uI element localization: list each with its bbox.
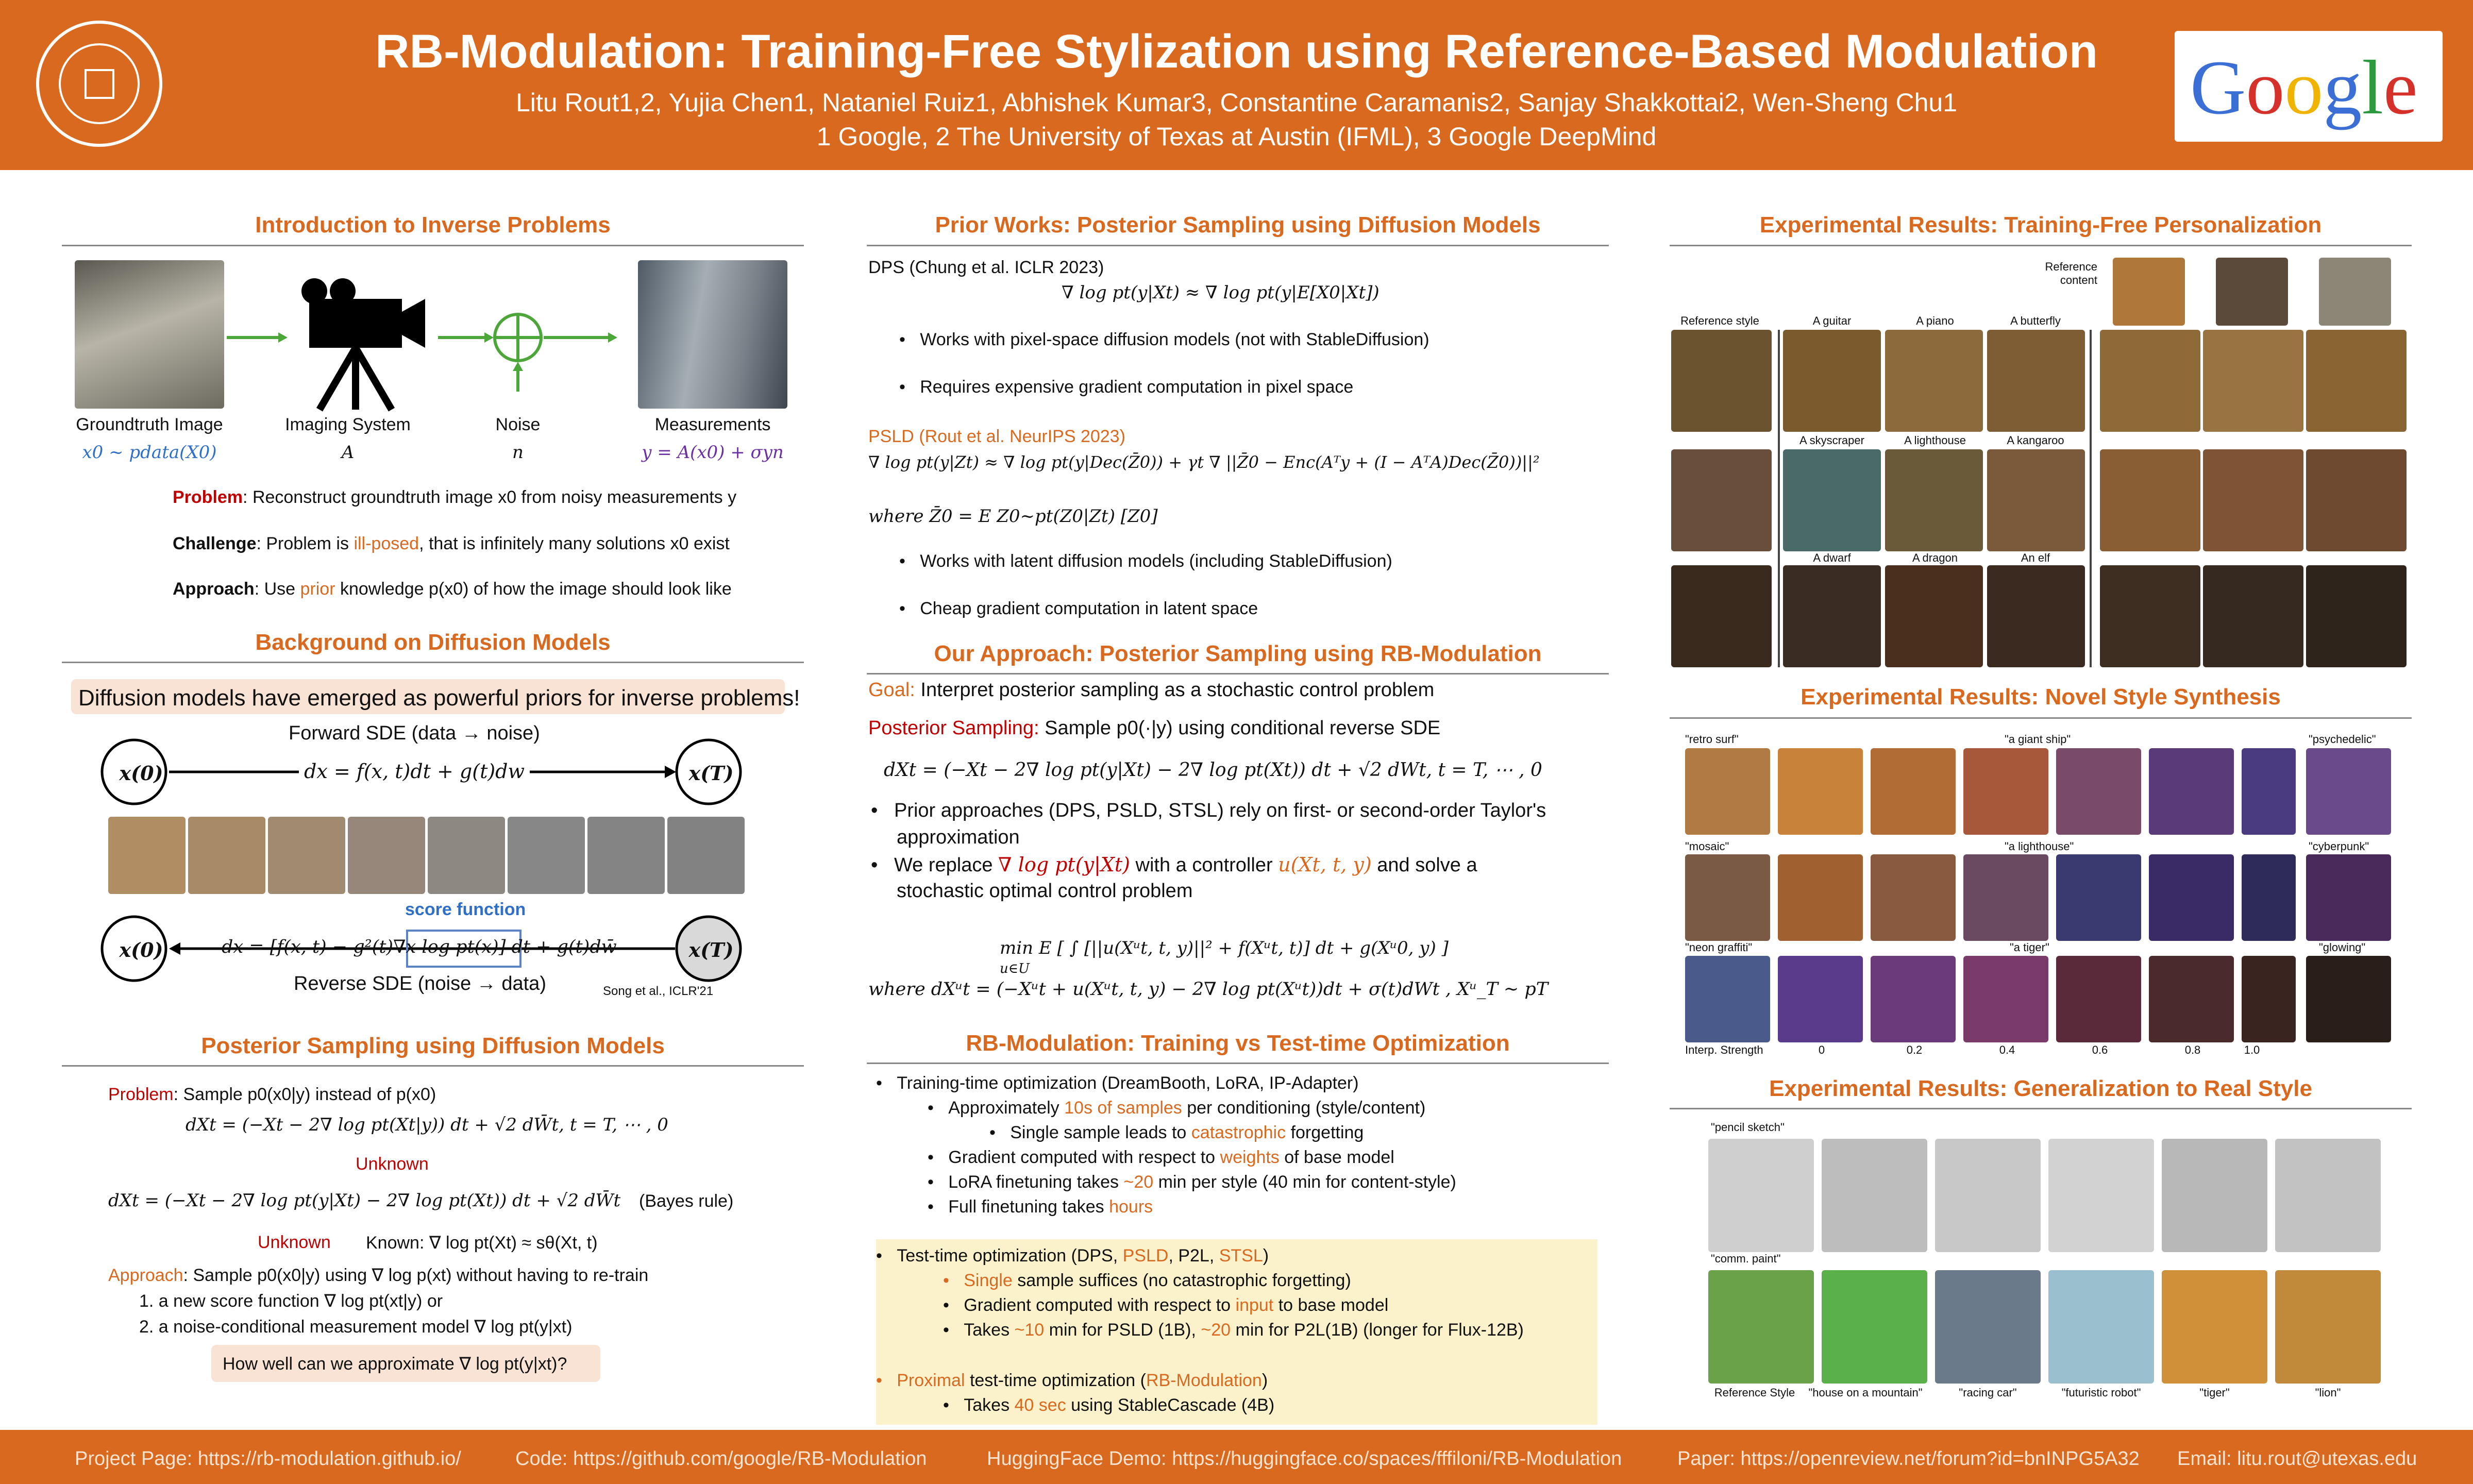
- paint-tiger: [2162, 1270, 2267, 1384]
- ref-style-mosaic: [1671, 449, 1772, 551]
- style-retro-surf: "retro surf": [1685, 733, 1739, 746]
- ref-cyberpunk: [2306, 854, 2391, 941]
- ref-content-cat: [2216, 258, 2288, 326]
- groundtruth-dog-image: [75, 260, 224, 409]
- posterior-eq1: dXt = (−Xt − 2∇ log pt(Xt|y)) dt + √2 dW̄t, t = T, ⋯ , 0: [186, 1115, 668, 1135]
- reverse-sde-equation: dx = [f(x, t) − g²(t)∇x log pt(x)] dt + g(t)dw̄: [222, 937, 617, 957]
- unknown-label-1: Unknown: [356, 1154, 429, 1174]
- ref-glowing: [2306, 956, 2391, 1042]
- train-item-4: • Full finetuning takes hours: [928, 1197, 1153, 1217]
- result-cat-mosaic: [2203, 449, 2303, 551]
- node-x0: x(0): [119, 762, 163, 785]
- result-teddy-glow: [2306, 565, 2407, 667]
- rb-bullet-1b: approximation: [897, 827, 1020, 848]
- section-title-prior-works: Prior Works: Posterior Sampling using Diffusion Models: [935, 212, 1541, 238]
- dps-equation: ∇ log pt(y|Xt) ≈ ∇ log pt(y|E[X0|Xt]): [1062, 282, 1380, 303]
- code-link[interactable]: Code: https://github.com/google/RB-Modulation: [515, 1448, 927, 1470]
- section-title-personalization: Experimental Results: Training-Free Personalization: [1759, 212, 2322, 238]
- prompt-kangaroo: A kangaroo: [2007, 434, 2064, 447]
- result-cat-glow: [2203, 565, 2303, 667]
- paint-car: [1935, 1270, 2041, 1384]
- result-butterfly: [1987, 330, 2085, 432]
- interp-tick-5: 1.0: [2244, 1043, 2260, 1056]
- label-imaging-system: Imaging System: [285, 415, 411, 434]
- lighthouse-0: [1778, 854, 1863, 941]
- node-x0-reverse: x(0): [119, 938, 163, 962]
- divider: [867, 1063, 1609, 1064]
- section-title-diffusion-background: Background on Diffusion Models: [255, 630, 611, 655]
- lighthouse-3: [2056, 854, 2141, 941]
- forward-sde-equation: dx = f(x, t)dt + g(t)dw: [299, 760, 530, 783]
- tiger-4: [2149, 956, 2234, 1042]
- divider: [867, 673, 1609, 674]
- dps-heading: DPS (Chung et al. ICLR 2023): [868, 258, 1104, 277]
- forward-sde-label: Forward SDE (data → noise): [289, 722, 540, 744]
- ship-3: [2056, 748, 2141, 835]
- test-item-2: • Gradient computed with respect to input to base model: [943, 1295, 1389, 1315]
- result-skyscraper: [1783, 449, 1881, 551]
- divider: [1670, 1108, 2412, 1109]
- interp-tick-2: 0.4: [1999, 1043, 2015, 1056]
- reverse-sde-label: Reverse SDE (noise → data): [294, 973, 546, 994]
- affiliations: 1 Google, 2 The University of Texas at Austin (IFML), 3 Google DeepMind: [816, 122, 1657, 151]
- project-page-link[interactable]: Project Page: https://rb-modulation.github.io/: [75, 1448, 461, 1470]
- style-comm-paint: "comm. paint": [1711, 1252, 1781, 1265]
- tiger-0: [1778, 956, 1863, 1042]
- reference-style-label: Reference style: [1680, 314, 1759, 327]
- posterior-problem: Problem: Sample p0(x0|y) instead of p(x0): [108, 1085, 436, 1104]
- style-psychedelic: "psychedelic": [2309, 733, 2376, 746]
- section-title-training-vs-test: RB-Modulation: Training vs Test-time Optimization: [966, 1031, 1510, 1056]
- pencil-house: [1822, 1139, 1927, 1252]
- caption-racing-car: "racing car": [1959, 1386, 2017, 1399]
- lighthouse-4: [2149, 854, 2234, 941]
- train-item-3: • LoRA finetuning takes ~20 min per style (40 min for content-style): [928, 1172, 1456, 1192]
- posterior-approach: Approach: Sample p0(x0|y) using ∇ log p(xt) without having to re-train: [108, 1266, 649, 1285]
- prompt-guitar: A guitar: [1812, 314, 1852, 327]
- ref-content-teddy: [2319, 258, 2391, 326]
- ref-content-dog: [2113, 258, 2185, 326]
- result-kangaroo: [1987, 449, 2085, 551]
- goal-line: Goal: Interpret posterior sampling as a stochastic control problem: [868, 679, 1435, 701]
- style-pencil-sketch: "pencil sketch": [1711, 1121, 1785, 1134]
- divider: [1670, 717, 2412, 719]
- section-title-posterior-sampling: Posterior Sampling using Diffusion Models: [201, 1033, 665, 1058]
- result-elf: [1987, 565, 2085, 667]
- paint-lion: [2275, 1270, 2381, 1384]
- challenge-statement: Challenge: Problem is ill-posed, that is infinitely many solutions x0 exist: [173, 534, 730, 553]
- train-item-1a: • Single sample leads to catastrophic forgetting: [989, 1123, 1364, 1142]
- approach-statement: Approach: Use prior knowledge p(x0) of how the image should look like: [173, 579, 732, 599]
- math-y: y = A(x0) + σyn: [642, 442, 784, 463]
- result-teddy-gold: [2306, 330, 2407, 432]
- divider: [62, 1065, 804, 1067]
- conditional-reverse-sde: dXt = (−Xt − 2∇ log pt(y|Xt) − 2∇ log pt(Xt)) dt + √2 dWt, t = T, ⋯ , 0: [884, 760, 1542, 781]
- result-dog-glow: [2100, 565, 2200, 667]
- lighthouse-2: [1963, 854, 2048, 941]
- prompt-lighthouse: A lighthouse: [1904, 434, 1966, 447]
- result-dog-gold: [2100, 330, 2200, 432]
- ref-retro-surf: [1685, 748, 1770, 835]
- test-item-1: • Single sample suffices (no catastrophic forgetting): [943, 1271, 1351, 1290]
- tiger-3: [2056, 956, 2141, 1042]
- caption-robot: "futuristic robot": [2061, 1386, 2141, 1399]
- section-title-inverse-problems: Introduction to Inverse Problems: [255, 212, 611, 238]
- ref-pencil-sketch: [1708, 1139, 1814, 1252]
- ship-4: [2149, 748, 2234, 835]
- result-piano: [1885, 330, 1983, 432]
- test-time-heading: • Test-time optimization (DPS, PSLD, P2L, STSL): [876, 1246, 1269, 1266]
- label-groundtruth: Groundtruth Image: [76, 415, 223, 434]
- lighthouse-1: [1871, 854, 1956, 941]
- style-mosaic: "mosaic": [1685, 840, 1729, 853]
- svg-text:Google: Google: [2190, 45, 2418, 130]
- node-xT-reverse: x(T): [688, 938, 734, 962]
- ship-0: [1778, 748, 1863, 835]
- divider-vertical: [2090, 330, 2092, 667]
- paper-link[interactable]: Paper: https://openreview.net/forum?id=bnINPG5A32: [1677, 1448, 2140, 1470]
- interp-tick-1: 0.2: [1906, 1043, 1923, 1056]
- rb-bullet-2: • We replace ∇ log pt(y|Xt) with a controller u(Xt, t, y) and solve a: [871, 853, 1477, 876]
- math-n: n: [512, 442, 524, 463]
- optimal-control-subscript: u∈U: [1000, 961, 1030, 976]
- prompt-skyscraper: A skyscraper: [1799, 434, 1864, 447]
- paint-robot: [2048, 1270, 2154, 1384]
- pencil-tiger: [2162, 1139, 2267, 1252]
- controlled-sde: where dXᵘt = (−Xᵘt + u(Xᵘt, t, y) − 2∇ log pt(Xᵘt))dt + σ(t)dWt , Xᵘ_T ~ pT: [868, 979, 1549, 1000]
- diffusion-highlight-text: Diffusion models have emerged as powerful priors for inverse problems!: [78, 685, 800, 711]
- ref-style-glowing: [1671, 565, 1772, 667]
- test-item-3: • Takes ~10 min for PSLD (1B), ~20 min for P2L(1B) (longer for Flux-12B): [943, 1320, 1524, 1340]
- result-teddy-mosaic: [2306, 449, 2407, 551]
- node-xT: x(T): [688, 762, 734, 785]
- posterior-sampling-line: Posterior Sampling: Sample p0(·|y) using conditional reverse SDE: [868, 717, 1441, 739]
- interp-tick-3: 0.6: [2092, 1043, 2108, 1056]
- ship-1: [1871, 748, 1956, 835]
- blurred-measurement-image: [638, 260, 787, 409]
- tiger-2: [1963, 956, 2048, 1042]
- dps-bullet-2: • Requires expensive gradient computation in pixel space: [899, 377, 1354, 397]
- ship-2: [1963, 748, 2048, 835]
- label-noise: Noise: [495, 415, 541, 434]
- divider: [1670, 245, 2412, 246]
- caption-tiger: "tiger": [2199, 1386, 2230, 1399]
- score-function-label: score function: [405, 900, 526, 919]
- approach-item-1: 1. a new score function ∇ log pt(xt|y) or: [139, 1291, 443, 1311]
- known-score-label: Known: ∇ log pt(Xt) ≈ sθ(Xt, t): [366, 1233, 598, 1253]
- result-lighthouse: [1885, 449, 1983, 551]
- pencil-car: [1935, 1139, 2041, 1252]
- prompt-elf: An elf: [2021, 551, 2050, 564]
- posterior-eq2: dXt = (−Xt − 2∇ log pt(y|Xt) − 2∇ log pt(Xt)) dt + √2 dW̄t: [108, 1190, 621, 1211]
- paint-house: [1822, 1270, 1927, 1384]
- interp-tick-4: 0.8: [2184, 1043, 2201, 1056]
- pencil-lion: [2275, 1139, 2381, 1252]
- google-logo: [2175, 31, 2443, 142]
- poster-footer: [0, 1430, 2473, 1484]
- ref-neon-graffiti: [1685, 956, 1770, 1042]
- divider: [867, 245, 1609, 246]
- ref-psychedelic: [2306, 748, 2391, 835]
- interp-strength-label: Interp. Strength: [1685, 1043, 1763, 1056]
- psld-equation: ∇ log pt(y|Zt) ≈ ∇ log pt(y|Dec(Z̄0)) + γt ∇ ||Z̄0 − Enc(Aᵀy + (I − AᵀA)Dec(Z̄0))||²: [868, 452, 1540, 472]
- prompt-piano: A piano: [1916, 314, 1954, 327]
- poster-title: RB-Modulation: Training-Free Stylization using Reference-Based Modulation: [375, 25, 2098, 78]
- training-time-heading: • Training-time optimization (DreamBooth, LoRA, IP-Adapter): [876, 1073, 1359, 1093]
- proximal-heading: • Proximal test-time optimization (RB-Modulation): [876, 1371, 1268, 1390]
- interp-tick-0: 0: [1818, 1043, 1825, 1056]
- result-dragon: [1885, 565, 1983, 667]
- rb-bullet-2b: stochastic optimal control problem: [897, 880, 1193, 902]
- train-item-2: • Gradient computed with respect to weights of base model: [928, 1148, 1394, 1167]
- ref-comm-paint: [1708, 1270, 1814, 1384]
- psld-bullet-1: • Works with latent diffusion models (including StableDiffusion): [899, 551, 1392, 571]
- proximal-item-1: • Takes 40 sec using StableCascade (4B): [943, 1395, 1275, 1415]
- caption-reference-style: Reference Style: [1714, 1386, 1795, 1399]
- email-link[interactable]: Email: litu.rout@utexas.edu: [2177, 1448, 2417, 1470]
- prompt-dwarf: A dwarf: [1813, 551, 1851, 564]
- caption-lion: "lion": [2315, 1386, 2341, 1399]
- section-title-real-style: Experimental Results: Generalization to Real Style: [1769, 1076, 2312, 1101]
- divider: [62, 245, 804, 246]
- prompt-giant-ship: "a giant ship": [2005, 733, 2071, 746]
- huggingface-demo-link[interactable]: HuggingFace Demo: https://huggingface.co/spaces/fffiloni/RB-Modulation: [987, 1448, 1622, 1470]
- psld-bullet-2: • Cheap gradient computation in latent space: [899, 599, 1258, 618]
- poster-header: [0, 0, 2473, 170]
- tiger-5: [2242, 956, 2296, 1042]
- style-neon-graffiti: "neon graffiti": [1685, 941, 1753, 954]
- ref-style-golden: [1671, 330, 1772, 432]
- author-list: Litu Rout1,2, Yujia Chen1, Nataniel Ruiz1, Abhishek Kumar3, Constantine Caramanis2, Sanjay Shakkottai2, Wen-Sheng Chu1: [515, 88, 1958, 117]
- problem-statement: Problem: Reconstruct groundtruth image x0 from noisy measurements y: [173, 487, 737, 507]
- divider-vertical: [1778, 330, 1780, 667]
- math-x0: x0 ~ pdata(X0): [82, 442, 217, 463]
- prompt-butterfly: A butterfly: [2010, 314, 2061, 327]
- approach-item-2: 2. a noise-conditional measurement model ∇ log pt(y|xt): [139, 1317, 573, 1337]
- section-title-our-approach: Our Approach: Posterior Sampling using RB-Modulation: [934, 641, 1542, 666]
- style-cyberpunk: "cyberpunk": [2309, 840, 2369, 853]
- prompt-tiger-novel: "a tiger": [2010, 941, 2049, 954]
- dps-bullet-1: • Works with pixel-space diffusion models (not with StableDiffusion): [899, 330, 1429, 349]
- unknown-label-2: Unknown: [258, 1233, 331, 1252]
- result-cat-gold: [2203, 330, 2303, 432]
- pencil-robot: [2048, 1139, 2154, 1252]
- label-measurements: Measurements: [654, 415, 771, 434]
- reference-content-label: Reference content: [2045, 260, 2097, 286]
- psld-where: where Z̄0 = E Z0~pt(Z0|Zt) [Z0]: [868, 506, 1158, 527]
- optimal-control-objective: min E [ ∫ [||u(Xᵘt, t, y)||² + f(Xᵘt, t)] dt + g(Xᵘ0, y) ]: [1000, 938, 1449, 958]
- caption-house: "house on a mountain": [1808, 1386, 1923, 1399]
- ship-5: [2242, 748, 2296, 835]
- prompt-dragon: A dragon: [1912, 551, 1958, 564]
- noise-sequence-strip: [108, 817, 739, 894]
- rb-bullet-1: • Prior approaches (DPS, PSLD, STSL) rely on first- or second-order Taylor's: [871, 800, 1546, 821]
- section-title-novel-style: Experimental Results: Novel Style Synthesis: [1801, 684, 2281, 710]
- style-glowing: "glowing": [2319, 941, 2366, 954]
- lighthouse-5: [2242, 854, 2296, 941]
- approximation-question: How well can we approximate ∇ log pt(y|xt)?: [223, 1354, 567, 1374]
- result-guitar: [1783, 330, 1881, 432]
- result-dog-mosaic: [2100, 449, 2200, 551]
- psld-heading: PSLD (Rout et al. NeurIPS 2023): [868, 427, 1125, 446]
- divider: [62, 662, 804, 663]
- math-A: A: [341, 442, 355, 463]
- tiger-1: [1871, 956, 1956, 1042]
- citation-song: Song et al., ICLR'21: [603, 984, 714, 998]
- bayes-rule-label: (Bayes rule): [639, 1191, 734, 1211]
- result-dwarf: [1783, 565, 1881, 667]
- ref-mosaic: [1685, 854, 1770, 941]
- prompt-lighthouse-novel: "a lighthouse": [2005, 840, 2074, 853]
- train-item-1: • Approximately 10s of samples per conditioning (style/content): [928, 1098, 1426, 1118]
